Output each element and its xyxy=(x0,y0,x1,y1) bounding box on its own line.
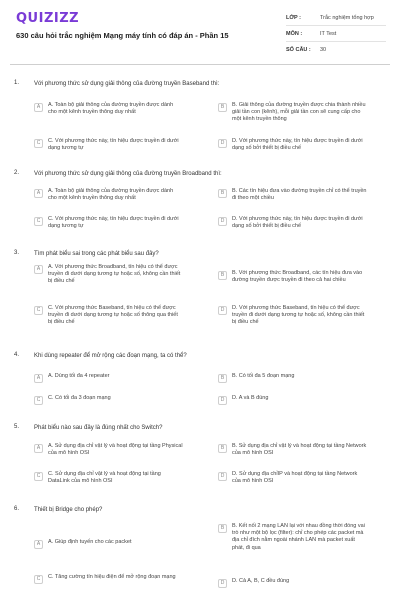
option-letter-badge: C xyxy=(34,306,43,315)
meta-key: LỚP : xyxy=(286,14,301,21)
question-text: Phát biểu nào sau đây là đúng nhất cho Switch? xyxy=(34,425,163,431)
question-number: 3. xyxy=(14,250,20,256)
option-letter-badge: A xyxy=(34,540,43,549)
option-letter-badge: B xyxy=(218,103,227,112)
option-text: C. Với phương thức này, tín hiệu được truyền đi dưới dạng tương tự xyxy=(48,138,179,152)
option-text: C. Với phương thức này, tín hiệu được truyền đi dưới dạng tương tự xyxy=(48,216,179,230)
option-letter-badge: A xyxy=(34,265,43,274)
meta-row-question-count xyxy=(286,42,386,58)
option-letter-badge: C xyxy=(34,396,43,405)
option-a[interactable] xyxy=(34,373,183,383)
meta-key: SỐ CÂU : xyxy=(286,47,311,53)
option-letter-badge: D xyxy=(218,579,227,588)
option-text: D. Sử dụng địa chỉIP và hoạt động tại tầng Network của mô hình OSI xyxy=(232,471,358,485)
option-letter-badge: B xyxy=(218,271,227,280)
option-text: D. Với phương thức Baseband, tín hiệu có thể được truyền đi dưới dạng tương tự hoặc số, không cần thiết bị điều chế xyxy=(232,305,365,326)
option-text: B. Với phương thức Broadband, các tín hiệu đưa vào đường truyền được truyền đi theo cả hai chiều xyxy=(232,270,363,284)
option-letter-badge: D xyxy=(218,306,227,315)
option-letter-badge: A xyxy=(34,444,43,453)
option-text: D. Với phương thức này, tín hiệu được truyền đi dưới dạng số bởi thiết bị điều chế xyxy=(232,216,363,230)
meta-value: Trắc nghiệm tổng hợp xyxy=(320,14,374,21)
option-d[interactable] xyxy=(218,305,367,327)
option-text: A. Toàn bộ giải thông của đường truyền được dành cho một kênh truyền thông duy nhất xyxy=(48,188,174,202)
option-b[interactable] xyxy=(218,523,367,552)
question-text: Tìm phát biểu sai trong các phát biểu sau đây? xyxy=(34,251,159,257)
option-letter-badge: B xyxy=(218,189,227,198)
quizizz-logo: QUIZIZZ xyxy=(16,11,80,26)
option-letter-badge: A xyxy=(34,374,43,383)
option-text: C. Với phương thức Baseband, tín hiệu có thể được truyền đi dưới dạng tương tự hoặc số thông qua thiết bị điều chế xyxy=(48,305,178,326)
option-letter-badge: D xyxy=(218,472,227,481)
option-b[interactable] xyxy=(218,443,367,457)
option-d[interactable] xyxy=(218,216,367,230)
option-text: B. Có tối đa 5 đoạn mạng xyxy=(232,373,295,379)
option-a[interactable] xyxy=(34,264,183,286)
option-letter-badge: D xyxy=(218,396,227,405)
option-b[interactable] xyxy=(218,102,367,124)
meta-value: IT Test xyxy=(320,30,337,37)
page-title: 630 câu hỏi trắc nghiệm Mạng máy tính có đáp án - Phần 15 xyxy=(16,31,229,40)
option-text: B. Sử dụng địa chỉ vật lý và hoạt động tại tầng Network của mô hình OSI xyxy=(232,443,367,457)
option-b[interactable] xyxy=(218,270,367,284)
option-d[interactable] xyxy=(218,395,367,405)
option-text: B. Giải thông của đường truyền được chia thành nhiều giải tần con (kênh), mỗi giải tần con sẽ cung cấp cho một kênh truyền thông xyxy=(232,102,366,123)
option-text: C. Tăng cường tín hiệu điện để mở rộng đoạn mạng xyxy=(48,574,176,580)
option-text: C. Sử dụng địa chỉ vật lý và hoạt động tại tầng DataLink của mô hình OSI xyxy=(48,471,161,485)
question-text: Thiết bị Bridge cho phép? xyxy=(34,507,103,513)
option-text: D. Cả A, B, C đều đúng xyxy=(232,578,290,584)
option-a[interactable] xyxy=(34,188,183,202)
meta-row-subject xyxy=(286,26,386,42)
option-letter-badge: A xyxy=(34,189,43,198)
option-letter-badge: B xyxy=(218,444,227,453)
option-c[interactable] xyxy=(34,395,183,405)
question-text: Với phương thức sử dụng giải thông của đường truyền Broadband thì: xyxy=(34,171,222,177)
option-c[interactable] xyxy=(34,574,183,584)
option-c[interactable] xyxy=(34,305,183,327)
option-letter-badge: C xyxy=(34,217,43,226)
option-letter-badge: C xyxy=(34,472,43,481)
question-number: 4. xyxy=(14,352,20,358)
option-text: A. Sử dụng địa chỉ vật lý và hoạt động tại tầng Physical của mô hình OSI xyxy=(48,443,183,457)
option-letter-badge: A xyxy=(34,103,43,112)
option-c[interactable] xyxy=(34,138,183,152)
option-letter-badge: C xyxy=(34,139,43,148)
question-number: 5. xyxy=(14,424,20,430)
question-text: Với phương thức sử dụng giải thông của đường truyền Baseband thì: xyxy=(34,81,220,87)
option-text: D. A và B đúng xyxy=(232,395,269,401)
option-a[interactable] xyxy=(34,102,183,116)
meta-value: 30 xyxy=(320,47,327,53)
option-b[interactable] xyxy=(218,188,367,202)
option-text: C. Có tối đa 3 đoạn mạng xyxy=(48,395,111,401)
option-text: B. Kết nối 2 mạng LAN lại với nhau đồng thời đóng vai trò như một bộ lọc (filter): chỉ cho phép các packet mà địa chỉ đích nằm ngoài nhánh LAN mà packet xuất phát, đi qua xyxy=(232,523,365,551)
option-d[interactable] xyxy=(218,578,367,588)
option-text: A. Dùng tối đa 4 repeater xyxy=(48,373,110,379)
meta-info-table xyxy=(286,10,386,58)
question-number: 6. xyxy=(14,506,20,512)
option-letter-badge: B xyxy=(218,374,227,383)
question-number: 2. xyxy=(14,170,20,176)
header-divider xyxy=(10,64,390,65)
option-letter-badge: C xyxy=(34,575,43,584)
option-c[interactable] xyxy=(34,471,183,485)
question-number: 1. xyxy=(14,80,20,86)
option-a[interactable] xyxy=(34,539,183,549)
meta-key: MÔN : xyxy=(286,30,303,37)
option-letter-badge: D xyxy=(218,217,227,226)
option-text: B. Các tín hiệu đưa vào đường truyền chỉ có thể truyền đi theo một chiều xyxy=(232,188,367,202)
option-text: A. Với phương thức Broadband, tín hiệu có thể được truyền đi dưới dạng tương tự hoặc số, không cần thiết bị điều chế xyxy=(48,264,181,285)
option-a[interactable] xyxy=(34,443,183,457)
option-text: D. Với phương thức này, tín hiệu được truyền đi dưới dạng số bởi thiết bị điều chế xyxy=(232,138,363,152)
option-text: A. Giúp định tuyến cho các packet xyxy=(48,539,132,545)
option-c[interactable] xyxy=(34,216,183,230)
option-letter-badge: D xyxy=(218,139,227,148)
header xyxy=(0,0,400,62)
option-letter-badge: B xyxy=(218,524,227,533)
meta-row-class xyxy=(286,10,386,26)
question-text: Khi dùng repeater để mở rộng các đoạn mạng, ta có thể? xyxy=(34,353,187,359)
option-text: A. Toàn bộ giải thông của đường truyền được dành cho một kênh truyền thông duy nhất xyxy=(48,102,174,116)
option-b[interactable] xyxy=(218,373,367,383)
option-d[interactable] xyxy=(218,471,367,485)
option-d[interactable] xyxy=(218,138,367,152)
